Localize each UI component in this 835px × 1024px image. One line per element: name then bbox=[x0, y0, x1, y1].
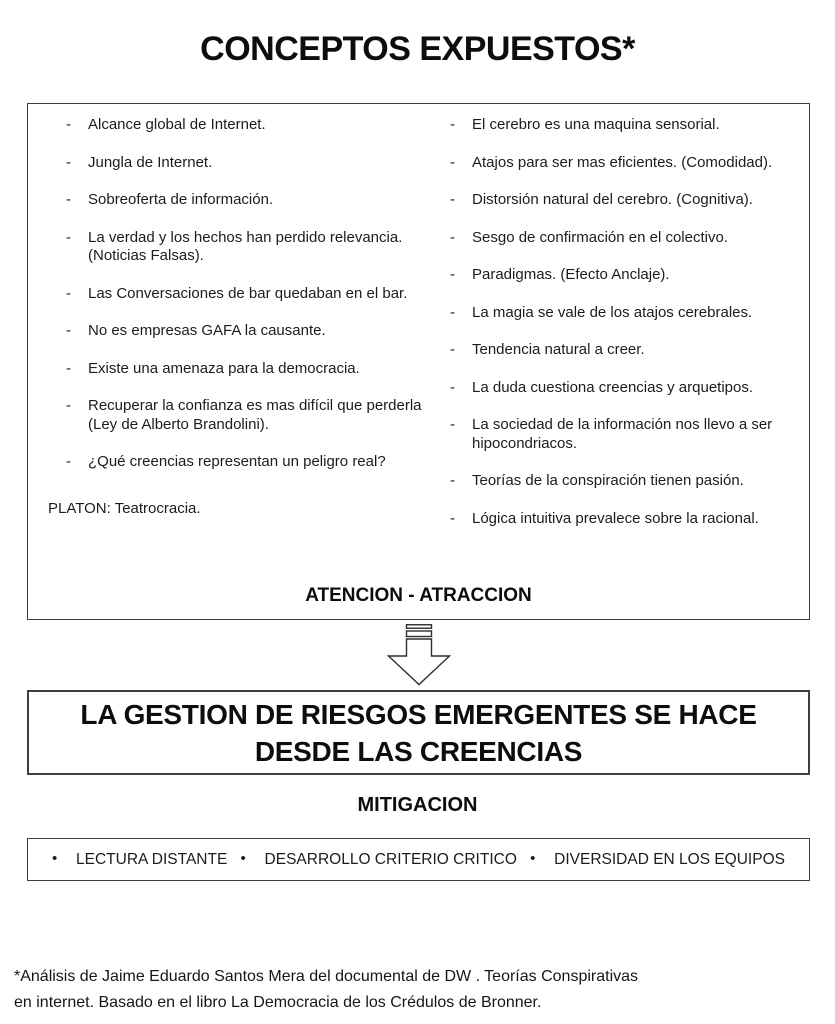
statement-box bbox=[27, 690, 810, 775]
concept-item: - ¿Qué creencias representan un peligro real? bbox=[42, 453, 432, 472]
concept-item: - La magia se vale de los atajos cerebrales. bbox=[432, 304, 799, 323]
concept-item: - Teorías de la conspiración tienen pasión. bbox=[432, 472, 799, 491]
concepts-columns bbox=[28, 104, 809, 547]
concept-item: - Distorsión natural del cerebro. (Cognitiva). bbox=[432, 191, 799, 210]
concepts-left-column bbox=[42, 116, 432, 547]
concept-item: - No es empresas GAFA la causante. bbox=[42, 322, 432, 341]
statement-text: LA GESTION DE RIESGOS EMERGENTES SE HACE DESDE LAS CREENCIAS bbox=[80, 698, 757, 767]
footnote-line-2: en internet. Basado en el libro La Democracia de los Crédulos de Bronner. bbox=[14, 994, 542, 1011]
concept-item: - La verdad y los hechos han perdido relevancia. (Noticias Falsas). bbox=[42, 229, 432, 266]
concepts-right-list bbox=[432, 116, 799, 528]
concepts-left-list bbox=[42, 116, 432, 472]
mitigation-heading: MITIGACION bbox=[357, 794, 478, 816]
concept-item: - Sesgo de confirmación en el colectivo. bbox=[432, 229, 799, 248]
attention-attraction-label: ATENCION - ATRACCION bbox=[305, 585, 532, 606]
concept-item: - La duda cuestiona creencias y arquetipos. bbox=[432, 379, 799, 398]
footnote bbox=[14, 964, 638, 1016]
concept-item: - Atajos para ser mas eficientes. (Comodidad). bbox=[432, 154, 799, 173]
striped-down-arrow-icon bbox=[387, 624, 451, 686]
mitigation-item: • DIVERSIDAD EN LOS EQUIPOS bbox=[526, 851, 785, 869]
concept-item: - Jungla de Internet. bbox=[42, 154, 432, 173]
mitigation-list bbox=[48, 851, 785, 869]
page-title: CONCEPTOS EXPUESTOS* bbox=[200, 30, 635, 68]
concept-item: - Lógica intuitiva prevalece sobre la racional. bbox=[432, 510, 799, 529]
concept-item: - Recuperar la confianza es mas difícil que perderla (Ley de Alberto Brandolini). bbox=[42, 397, 432, 434]
mitigation-item: • LECTURA DISTANTE bbox=[48, 851, 227, 869]
concept-item: - Paradigmas. (Efecto Anclaje). bbox=[432, 266, 799, 285]
mitigation-item: • DESARROLLO CRITERIO CRITICO bbox=[237, 851, 517, 869]
platon-note: PLATON: Teatrocracia. bbox=[48, 499, 201, 517]
concept-item: - Tendencia natural a creer. bbox=[432, 341, 799, 360]
concept-item: - El cerebro es una maquina sensorial. bbox=[432, 116, 799, 135]
concepts-box bbox=[27, 103, 810, 620]
concept-item: - Sobreoferta de información. bbox=[42, 191, 432, 210]
concept-item: - Alcance global de Internet. bbox=[42, 116, 432, 135]
concepts-right-column bbox=[432, 116, 799, 547]
concept-item: - La sociedad de la información nos llevo a ser hipocondriacos. bbox=[432, 416, 799, 453]
concept-item: - Existe una amenaza para la democracia. bbox=[42, 360, 432, 379]
concept-item: - Las Conversaciones de bar quedaban en el bar. bbox=[42, 285, 432, 304]
mitigation-box bbox=[27, 838, 810, 881]
footnote-line-1: *Análisis de Jaime Eduardo Santos Mera del documental de DW . Teorías Conspirativas bbox=[14, 968, 639, 985]
